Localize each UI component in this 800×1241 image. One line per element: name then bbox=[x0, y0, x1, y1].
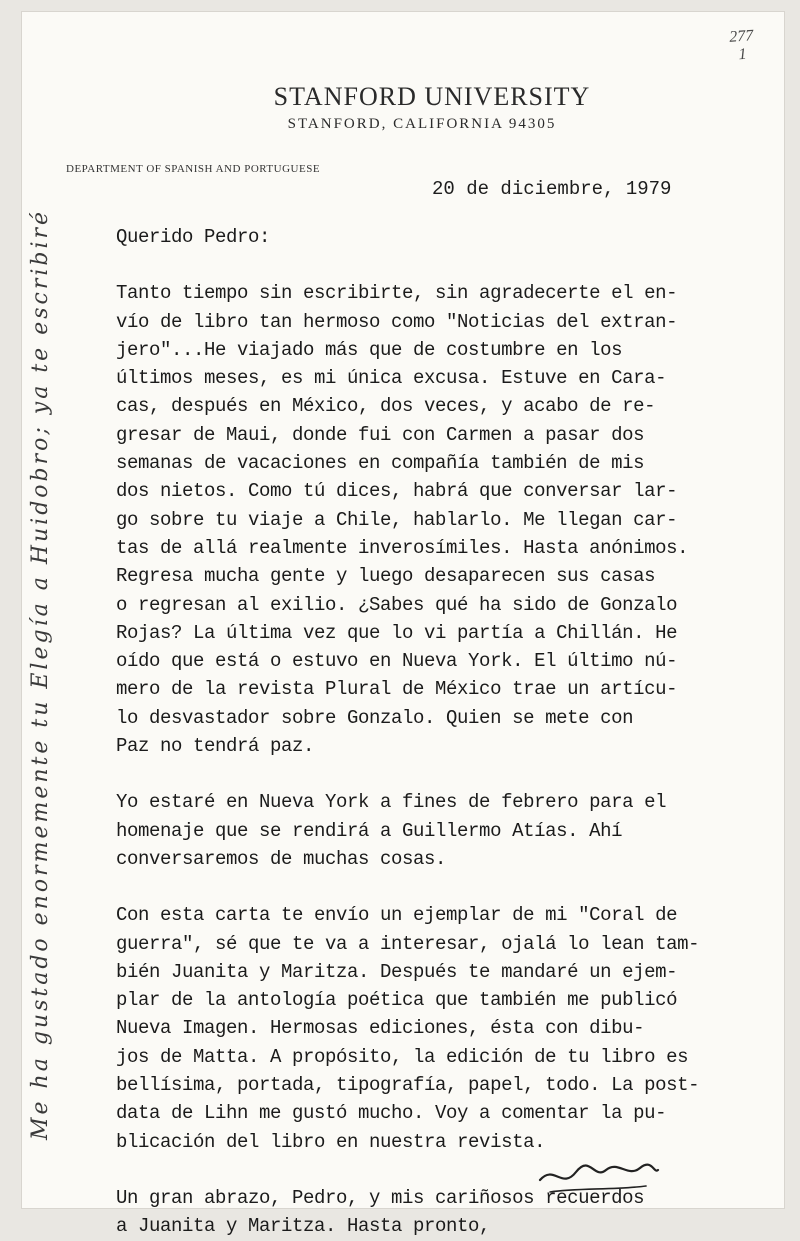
text-line: o regresan al exilio. ¿Sabes qué ha sido de Gonzalo bbox=[116, 593, 678, 616]
text-line: Regresa mucha gente y luego desaparecen sus casas bbox=[116, 565, 656, 588]
text-line: Nueva Imagen. Hermosas ediciones, ésta con dibu- bbox=[116, 1017, 645, 1040]
paragraph bbox=[116, 788, 766, 873]
letterhead-institution: STANFORD UNIVERSITY bbox=[273, 82, 591, 111]
handwritten-margin-note: Me ha gustado enormemente tu Elegía a Huidobro; ya te escribiré bbox=[28, 208, 53, 1140]
text-line: vío de libro tan hermoso como "Noticias del extran- bbox=[116, 310, 678, 333]
letterhead-address: STANFORD, CALIFORNIA 94305 bbox=[287, 116, 557, 132]
signature bbox=[536, 1150, 662, 1200]
text-line: Con esta carta te envío un ejemplar de mi "Coral de bbox=[116, 904, 678, 927]
archive-number bbox=[729, 27, 755, 65]
paragraph bbox=[116, 901, 766, 1156]
text-line: homenaje que se rendirá a Guillermo Atías. Ahí bbox=[116, 819, 623, 842]
text-line: data de Lihn me gustó mucho. Voy a comentar la pu- bbox=[116, 1102, 667, 1125]
text-line: jero"...He viajado más que de costumbre en los bbox=[116, 338, 623, 361]
department-line: DEPARTMENT OF SPANISH AND PORTUGUESE bbox=[66, 163, 321, 175]
text-line: oído que está o estuvo en Nueva York. El último nú- bbox=[116, 650, 678, 673]
archive-mark-bottom: 1 bbox=[738, 45, 748, 64]
text-line: Yo estaré en Nueva York a fines de febrero para el bbox=[116, 791, 667, 814]
letter-paragraphs bbox=[116, 279, 766, 1240]
text-line: tas de allá realmente inverosímiles. Hasta anónimos. bbox=[116, 536, 689, 559]
letter-body bbox=[116, 223, 766, 1241]
text-line: bellísima, portada, tipografía, papel, todo. La post- bbox=[116, 1074, 700, 1097]
archive-mark-top: 277 bbox=[728, 27, 754, 46]
text-line: bién Juanita y Maritza. Después te mandaré un ejem- bbox=[116, 960, 678, 983]
text-line: semanas de vacaciones en compañía también de mis bbox=[116, 452, 645, 475]
text-line: Un gran abrazo, Pedro, y mis cariñosos recuerdos bbox=[116, 1186, 645, 1209]
text-line: guerra", sé que te va a interesar, ojalá lo lean tam- bbox=[116, 932, 700, 955]
text-line: plar de la antología poética que también me publicó bbox=[116, 989, 678, 1012]
text-line: Tanto tiempo sin escribirte, sin agradecerte el en- bbox=[116, 282, 678, 305]
text-line: últimos meses, es mi única excusa. Estuve en Cara- bbox=[116, 367, 667, 390]
text-line: conversaremos de muchas cosas. bbox=[116, 847, 447, 870]
text-line: blicación del libro en nuestra revista. bbox=[116, 1130, 546, 1153]
text-line: go sobre tu viaje a Chile, hablarlo. Me llegan car- bbox=[116, 508, 678, 531]
paragraph bbox=[116, 1184, 766, 1241]
text-line: dos nietos. Como tú dices, habrá que conversar lar- bbox=[116, 480, 678, 503]
text-line: gresar de Maui, donde fui con Carmen a pasar dos bbox=[116, 423, 645, 446]
text-line: Paz no tendrá paz. bbox=[116, 735, 315, 758]
text-line: cas, después en México, dos veces, y acabo de re- bbox=[116, 395, 656, 418]
text-line: Rojas? La última vez que lo vi partía a Chillán. He bbox=[116, 621, 678, 644]
letter-date: 20 de diciembre, 1979 bbox=[432, 178, 672, 200]
text-line: jos de Matta. A propósito, la edición de tu libro es bbox=[116, 1045, 689, 1068]
salutation: Querido Pedro: bbox=[116, 226, 271, 248]
text-line: lo desvastador sobre Gonzalo. Quien se mete con bbox=[116, 706, 634, 729]
text-line: mero de la revista Plural de México trae un artícu- bbox=[116, 678, 678, 701]
text-line: a Juanita y Maritza. Hasta pronto, bbox=[116, 1215, 491, 1238]
paragraph bbox=[116, 279, 766, 760]
